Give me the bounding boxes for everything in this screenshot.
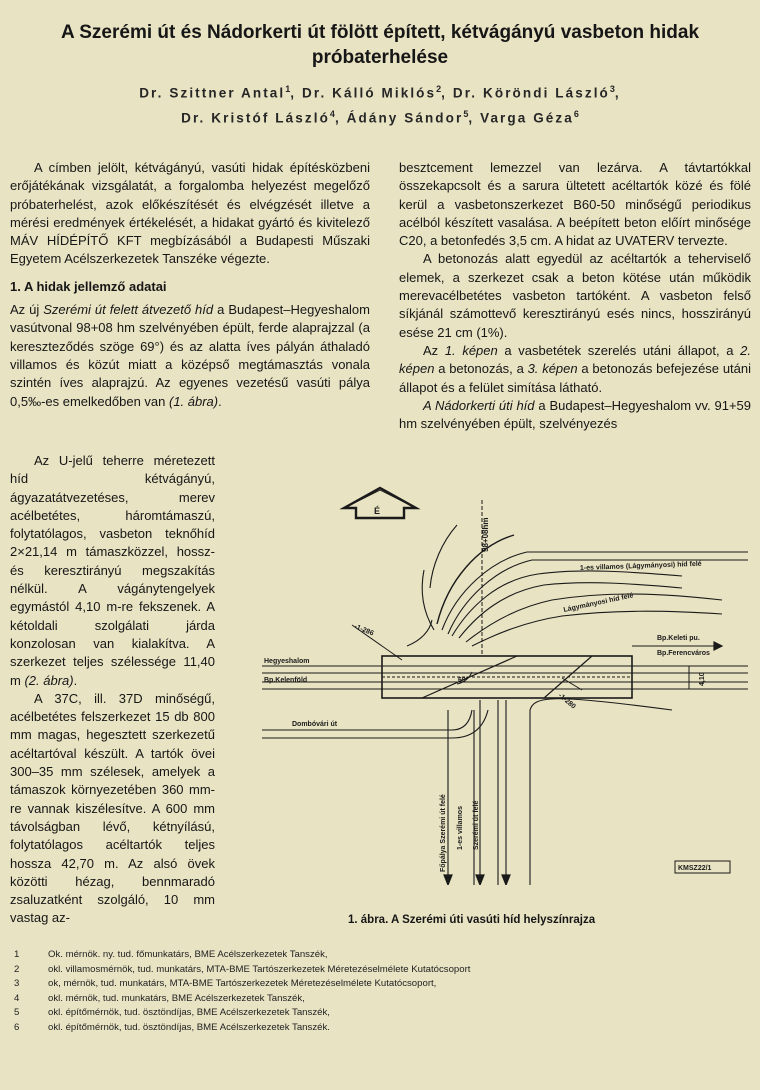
footnote — [12, 963, 712, 978]
photo-reference: 3. képen — [527, 361, 578, 377]
text-run: Az — [423, 342, 445, 358]
footnote — [12, 1006, 712, 1021]
radius-label-2: -1-280 — [556, 692, 577, 711]
right-column — [399, 159, 751, 433]
text-run: . — [73, 672, 78, 688]
tram-label: 1-es villamos — [457, 806, 464, 850]
radius-label-1: -1-286 — [353, 623, 375, 638]
foplya-label: Főpálya Szerémi út felé — [440, 794, 447, 872]
text-run: . — [218, 393, 222, 409]
section-heading: 1. A hidak jellemző adatai — [10, 278, 167, 294]
angle-label: 69° — [458, 677, 469, 684]
author-affiliation-mark: 4 — [329, 108, 335, 119]
footnote-text: ok, mérnök, tud. munkatárs, MTA-BME Tartószerkezetek Méretezéselmélete Kutatócsoport, — [48, 978, 437, 990]
site-plan-figure — [252, 460, 748, 885]
author-line-2: Dr. Kristóf László$^4$, Ádány Sándor$^5$, Varga Géza$^6$ — [181, 108, 579, 125]
author-name: Ádány Sándor — [346, 110, 464, 125]
text-run: a vasbetétek szerelés utáni állapot, a — [497, 342, 741, 358]
site-plan-drawing — [252, 460, 748, 885]
footnote-text: okl. villamosmérnök, tud. munkatárs, MTA-BME Tartószerkezetek Méretezéselmélete Kutatócsoport — [48, 963, 471, 975]
figure-reference: (1. ábra) — [168, 393, 219, 409]
north-letter: É — [374, 506, 381, 516]
footnote-number: 6 — [14, 1021, 20, 1033]
author-name: Varga Géza — [480, 110, 574, 125]
footnote-text: Ok. mérnök. ny. tud. főmunkatárs, BME Acélszerkezetek Tanszék, — [48, 949, 328, 960]
bp-keleti-label: Bp.Keleti pu. — [657, 635, 700, 642]
left-column-narrow — [10, 452, 215, 928]
footnote — [12, 992, 712, 1007]
author-affiliation-mark: 1 — [285, 84, 291, 94]
dombovari-label: Dombóvári út — [292, 721, 338, 728]
footnote-text: okl. mérnök, tud. munkatárs, BME Acélszerkezetek Tanszék, — [48, 992, 305, 1004]
paper-title: A Szerémi út és Nádorkerti út fölött épített, kétvágányú vasbeton hidak próbaterhelése — [60, 22, 700, 68]
paragraph-szeremi-bridge — [10, 301, 370, 411]
paragraph-concreting: A betonozás alatt egyedül az acéltartók a teherviselő elemek, a szerkezet csak a beton kötése után működik merevacélbetétes vasbeton tartóként. A vasbeton felső síkjánál számottevő keresztirányú esés nincs, hosszirányú esése 21 cm (1%). — [399, 251, 751, 340]
hegyeshalom-label: Hegyeshalom — [264, 658, 310, 665]
szeremi-label: Szerémi út felé — [473, 800, 480, 850]
footnote-number: 4 — [14, 992, 20, 1004]
footnote — [12, 977, 712, 992]
footnotes — [12, 948, 712, 1036]
footnote — [12, 948, 712, 963]
footnote-number: 2 — [14, 963, 20, 975]
bp-kelenfold-label: Bp.Kelenföld — [264, 677, 308, 684]
footnote-number: 1 — [14, 949, 20, 960]
left-column — [10, 159, 370, 411]
author-affiliation-mark: 2 — [436, 84, 442, 94]
emphasis: Szerémi út felett átvezető híd — [43, 302, 214, 318]
text-run: a betonozás befejezése utáni állapot és a felület simítása látható. — [399, 361, 752, 395]
paragraph-formwork: besztcement lemezzel van lezárva. A távtartókkal összekapcsolt és a sarura ültetett acéltartók közé és fölé kerül a vasbetonszerkezet B60-50 minőségű periodikus acélból készített vasalása. A beépített beton előírt minősége C20, a betonfedés 3,5 cm. A hidat az UVATERV tervezte. — [399, 160, 751, 249]
author-list — [18, 79, 742, 128]
text-run: Az új — [10, 302, 44, 318]
footnote-number: 3 — [14, 978, 20, 990]
intro-paragraph: A címben jelölt, kétvágányú, vasúti hidak építésközbeni erőjátékának vizsgálatát, a forgalomba helyezést megelőző próbaterhelést, azok előkészítését és elvégzését illetve a mérési eredmények értékelését, a hidakat gyártó és kivitelező MÁV HÍDÉPÍTŐ KFT megbízásából a Budapesti Műszaki Egyetem Acélszerkezetek Tanszéke végezte. — [10, 160, 370, 267]
paragraph-steel-girders: A 37C, ill. 37D minőségű, acélbetétes felszerkezet 15 db 800 mm magas, hegesztett szerkezetű acéltartóval készült. A tartók övei 300–35 mm szélesek, amelyek a támaszok környezetében 360 mm-re vannak kiszélesítve. A 600 mm távolságban lévő, kétnyílású, folytatólagos acéltartók teljes hossza 42,70 m. Az alsó övek közötti hézag, bennmaradó zsaluzatként szolgáló, 10 mm vastag az- — [10, 690, 215, 926]
drawing-code: KMSZ22/1 — [678, 865, 712, 872]
author-affiliation-mark: 3 — [609, 84, 615, 94]
author-affiliation-mark: 5 — [463, 108, 469, 119]
emphasis: A Nádorkerti úti híd — [423, 397, 535, 413]
paragraph-photos — [399, 342, 751, 397]
tram-lagymanyos-label: 1-es villamos (Lágymányosi) híd felé — [579, 560, 702, 572]
footnote — [12, 1021, 712, 1036]
station-label: 98+08hm — [481, 517, 490, 552]
author-line-1: Dr. Szittner Antal$^1$, Dr. Kálló Miklós$^2$, Dr. Köröndi László$^3$, — [139, 84, 621, 101]
lagymanyosi-label: Lágymányosi híd felé — [562, 592, 635, 614]
text-run: a betonozás, a — [434, 361, 528, 377]
text-run: a Budapest–Hegyeshalom vasútvonal 98+08 hm szelvényében épült, ferde alaprajzzal (a kereszteződés szöge 69°) és az alatta íves pályán áthaladó villamos és közút miatt a középső megtámasztás vonala szintén íves alaprajzú. Az egyenes vezetésű vasúti pálya 0,5‰-es emelkedőben van — [10, 302, 370, 409]
footnote-text: okl. építőmérnök, tud. ösztöndíjas, BME Acélszerkezetek Tanszék, — [48, 1007, 330, 1019]
author-name: Dr. Kristóf László — [181, 110, 330, 125]
dimension-label: 4,10 — [699, 672, 706, 686]
text-run: Az U-jelű teherre méretezett híd kétvágányú, ágyazatátvezetéses, merev acélbetétes, háromtámaszú, folytatólagos, vasbeton teknőhíd 2×21,14 m támaszközzel, hossz- és keresztirányú megszakítás nélkül. A vágánytengelyek egymástól 4,10 m-re fekszenek. A kétoldali szolgálati járda konzolosan van kialakítva. A szerkezet teljes szélessége 11,40 m — [10, 453, 215, 688]
photo-reference: 1. képen — [444, 342, 498, 358]
author-name: Dr. Kálló Miklós — [302, 85, 437, 101]
author-affiliation-mark: 6 — [573, 108, 579, 119]
photo-reference: 2. képen — [399, 342, 751, 377]
author-name: Dr. Köröndi László — [452, 85, 610, 101]
bp-ferencvaros-label: Bp.Ferencváros — [657, 650, 710, 657]
paragraph-nadorkerti-bridge — [399, 397, 751, 434]
paragraph-structure — [10, 452, 215, 690]
text-run: a Budapest–Hegyeshalom vv. 91+59 hm szelvényében épült, szelvényezés — [399, 397, 751, 432]
figure-reference: (2. ábra) — [24, 672, 74, 688]
author-name: Dr. Szittner Antal — [139, 85, 286, 101]
figure-caption: 1. ábra. A Szerémi úti vasúti híd helyszínrajza — [348, 914, 596, 926]
footnote-number: 5 — [14, 1007, 20, 1019]
footnote-text: okl. építőmérnök, tud. ösztöndíjas, BME Acélszerkezetek Tanszék. — [48, 1021, 330, 1033]
